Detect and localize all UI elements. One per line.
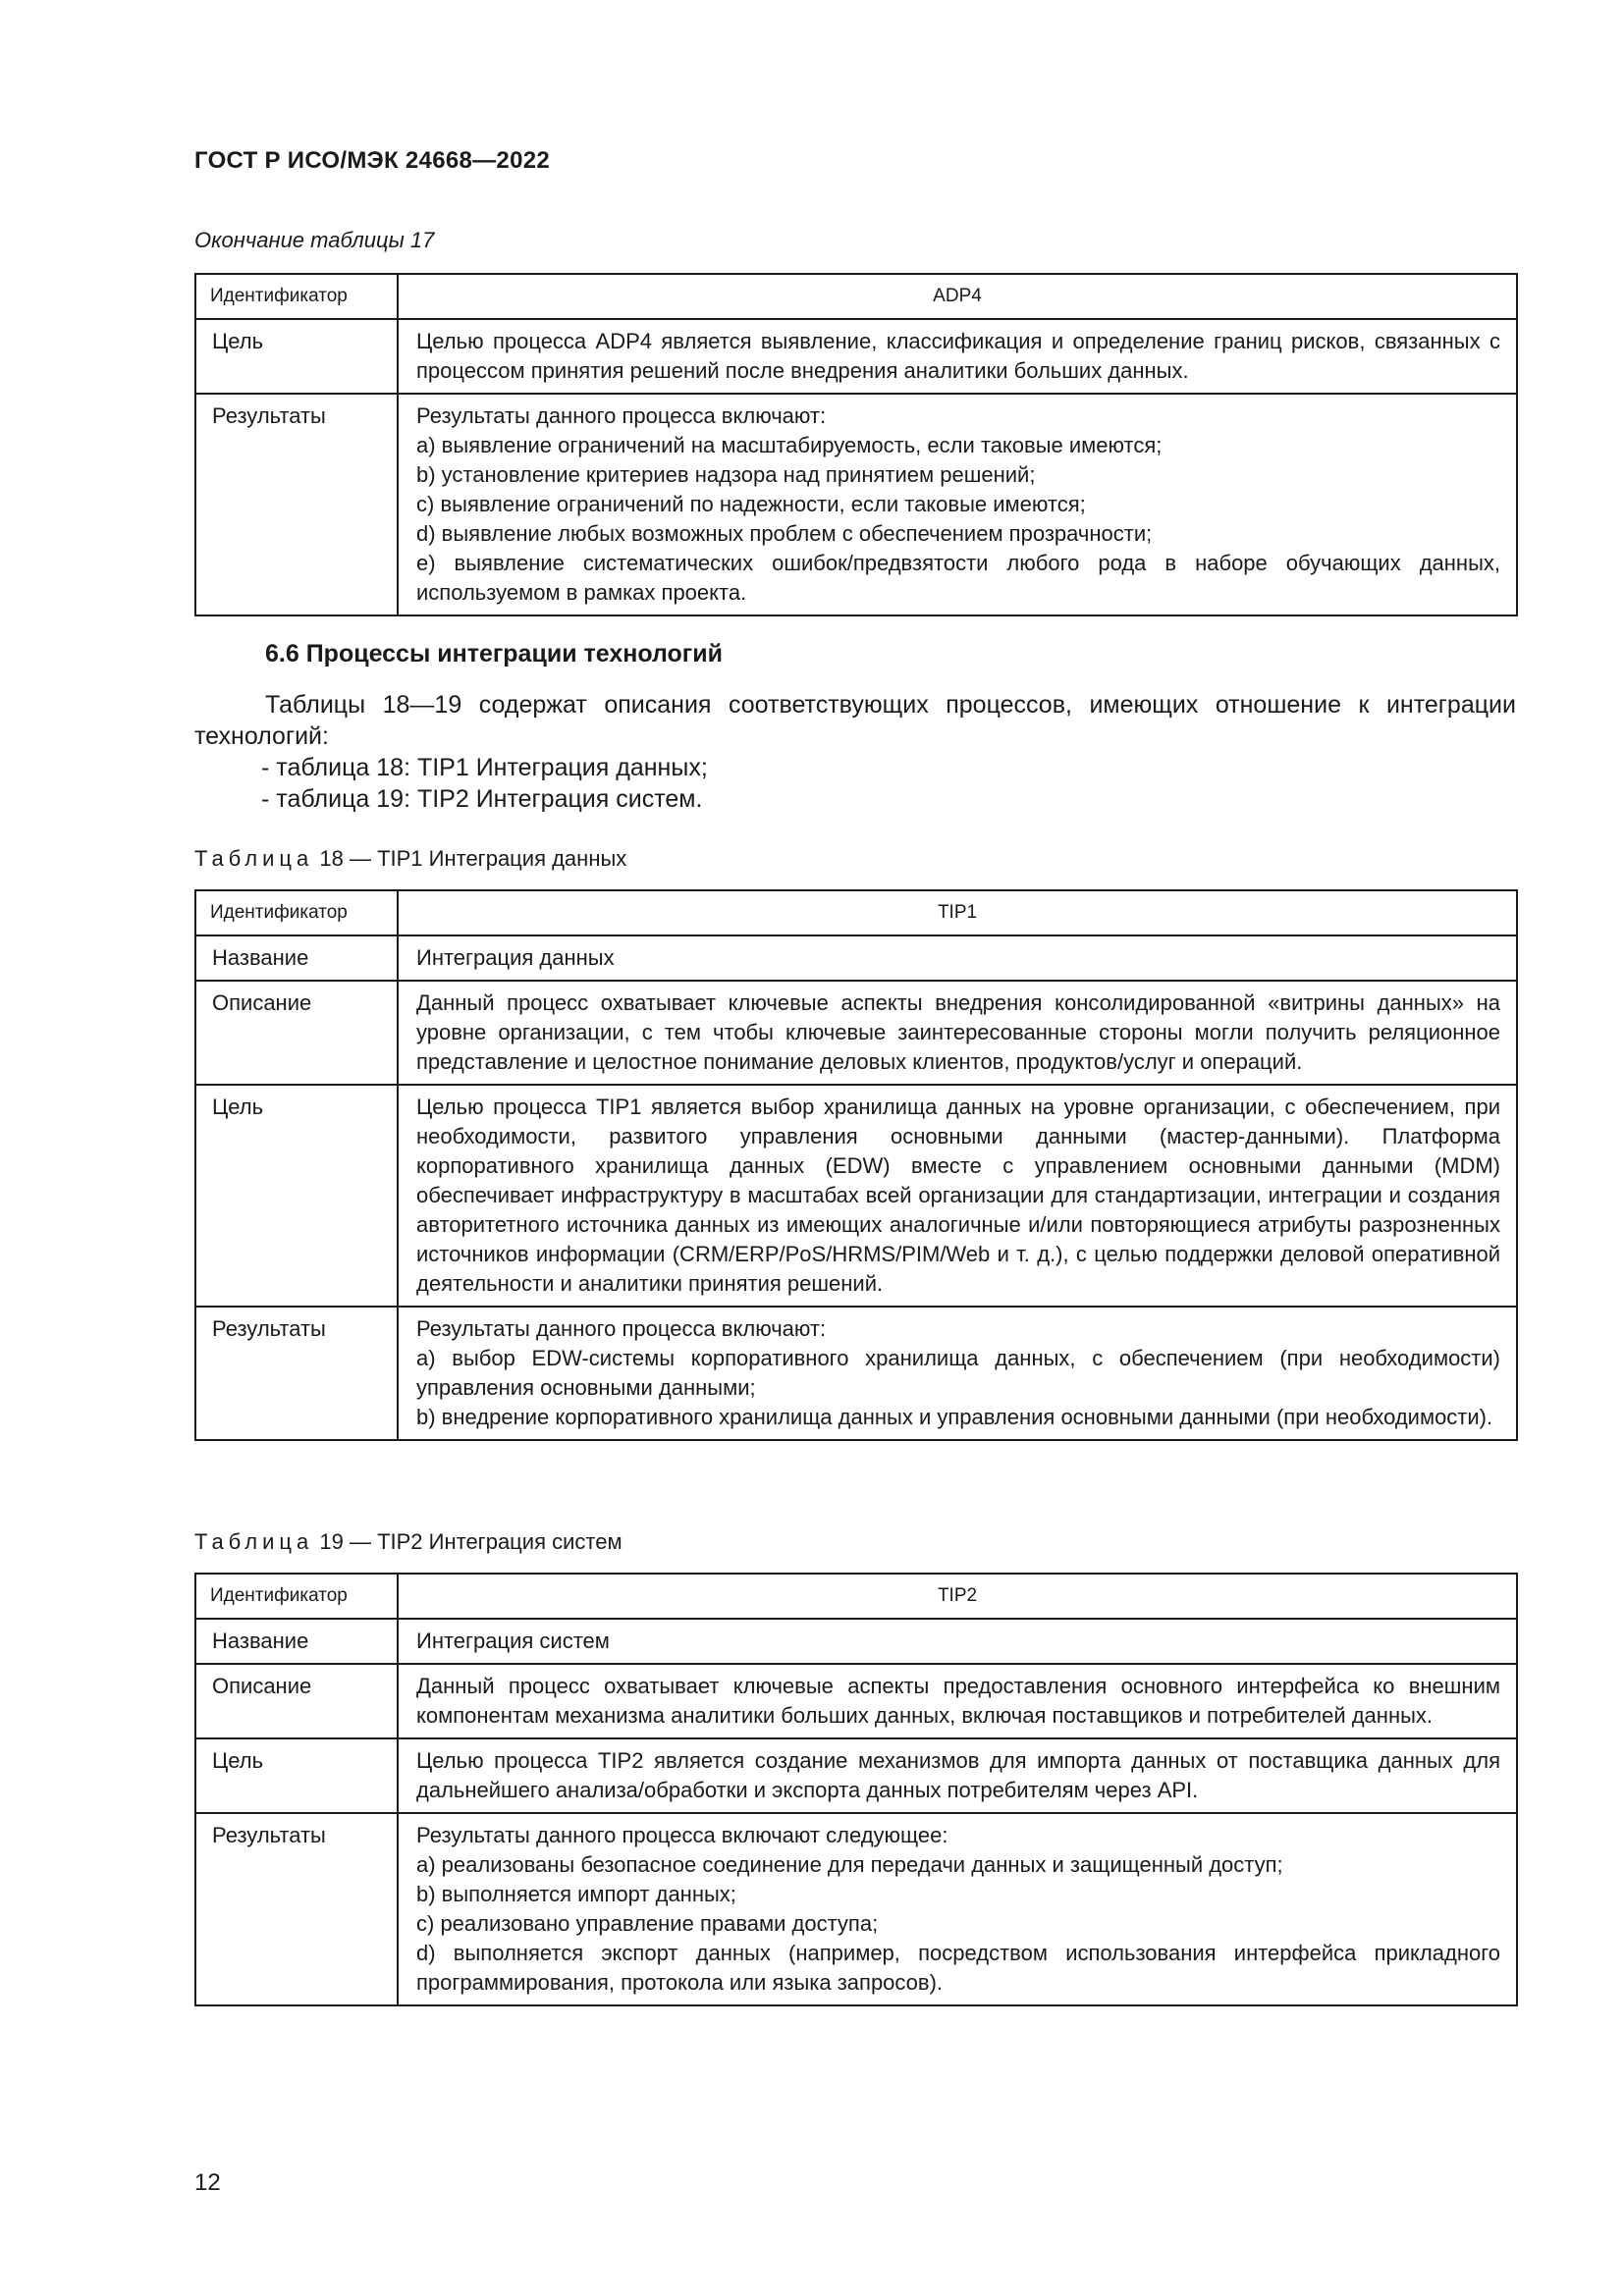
row-content [398, 1813, 1517, 2005]
table-18 [194, 889, 1518, 1441]
table-row [195, 1813, 1517, 2005]
identifier-label: Идентификатор [195, 890, 398, 935]
row-content [398, 1085, 1517, 1307]
section-intro-paragraph [194, 689, 1516, 752]
row-content [398, 1307, 1517, 1440]
content-line: Результаты данного процесса включают: [416, 403, 827, 428]
identifier-value: TIP2 [398, 1574, 1517, 1619]
content-line: Результаты данного процесса включают следующее: [416, 1823, 948, 1847]
content-line: Целью процесса ADP4 является выявление, классификация и определение границ рисков, связанных с процессом принятия решений после внедрения аналитики больших данных. [416, 329, 1500, 383]
caption-text: 19 — TIP2 Интеграция систем [319, 1529, 623, 1554]
table-18-header-row [195, 890, 1517, 935]
intro-text: Таблицы 18—19 содержат описания соответствующих процессов, имеющих отношение к интеграции технологий: [194, 691, 1516, 750]
row-content [398, 1738, 1517, 1813]
row-content [398, 1664, 1517, 1738]
page-number: 12 [194, 2169, 221, 2196]
content-line: Целью процесса TIP2 является создание механизмов для импорта данных от поставщика данных для дальнейшего анализа/обработки и экспорта данных потребителям через API. [416, 1748, 1500, 1802]
table-row [195, 1664, 1517, 1738]
row-content [398, 981, 1517, 1085]
list-item: - таблица 18: TIP1 Интеграция данных; [261, 754, 708, 781]
content-line: a) выбор EDW-системы корпоративного хранилища данных, с обеспечением (при необходимости) управления основными данными; [416, 1346, 1500, 1400]
table-17-continuation-caption: Окончание таблицы 17 [194, 228, 435, 252]
row-label: Цель [195, 1738, 398, 1813]
content-line: Интеграция данных [416, 945, 615, 970]
row-label: Описание [195, 981, 398, 1085]
table-row [195, 1738, 1517, 1813]
content-line: c) выявление ограничений по надежности, если таковые имеются; [416, 492, 1086, 516]
caption-word: Таблица [194, 1529, 314, 1554]
table-row [195, 1307, 1517, 1440]
row-content [398, 935, 1517, 981]
table-17 [194, 273, 1518, 616]
row-label: Цель [195, 1085, 398, 1307]
table-17-header-row [195, 274, 1517, 319]
table-19-header-row [195, 1574, 1517, 1619]
table-row [195, 319, 1517, 394]
table-row [195, 1619, 1517, 1664]
identifier-label: Идентификатор [195, 1574, 398, 1619]
content-line: b) установление критериев надзора над принятием решений; [416, 462, 1036, 487]
content-line: a) выявление ограничений на масштабируемость, если таковые имеются; [416, 433, 1163, 457]
table-row [195, 935, 1517, 981]
content-line: d) выполняется экспорт данных (например, посредством использования интерфейса прикладного программирования, протокола или языка запросов). [416, 1941, 1500, 1995]
content-line: Результаты данного процесса включают: [416, 1316, 827, 1341]
content-line: e) выявление систематических ошибок/предвзятости любого рода в наборе обучающих данных, используемом в рамках проекта. [416, 551, 1500, 605]
content-line: Данный процесс охватывает ключевые аспекты внедрения консолидированной «витрины данных» на уровне организации, с тем чтобы ключевые заинтересованные стороны могли получить реляционное представление и целостное понимание деловых клиентов, продуктов/услуг и операций. [416, 990, 1500, 1074]
table-19 [194, 1573, 1518, 2006]
row-label: Цель [195, 319, 398, 394]
content-line: c) реализовано управление правами доступа; [416, 1911, 879, 1936]
content-line: b) выполняется импорт данных; [416, 1882, 736, 1906]
row-label: Результаты [195, 1813, 398, 2005]
document-header: ГОСТ Р ИСО/МЭК 24668—2022 [194, 147, 551, 174]
table-19-caption [194, 1529, 623, 1555]
row-label: Результаты [195, 1307, 398, 1440]
content-line: d) выявление любых возможных проблем с обеспечением прозрачности; [416, 521, 1153, 546]
content-line: Целью процесса TIP1 является выбор хранилища данных на уровне организации, с обеспечением, при необходимости, развитого управления основными данными (мастер-данными). Платформа корпоративного хранилища данных (EDW) вместе с управлением основными данными (MDM) обеспечивает инфраструктуру в масштабах всей организации для стандартизации, интеграции и создания авторитетного источника данных из имеющих аналогичные и/или повторяющиеся атрибуты разрозненных источников информации (CRM/ERP/PoS/HRMS/PIM/Web и т. д.), с целью поддержки деловой оперативной деятельности и аналитики принятия решений. [416, 1095, 1500, 1296]
identifier-value: TIP1 [398, 890, 1517, 935]
row-label: Описание [195, 1664, 398, 1738]
content-line: b) внедрение корпоративного хранилища данных и управления основными данными (при необходимости). [416, 1405, 1493, 1429]
row-label: Название [195, 935, 398, 981]
row-content [398, 1619, 1517, 1664]
table-18-caption [194, 846, 626, 872]
caption-word: Таблица [194, 846, 314, 871]
section-title: 6.6 Процессы интеграции технологий [265, 640, 723, 667]
table-row [195, 394, 1517, 615]
identifier-value: ADP4 [398, 274, 1517, 319]
identifier-label: Идентификатор [195, 274, 398, 319]
table-row [195, 1085, 1517, 1307]
row-content [398, 394, 1517, 615]
row-content [398, 319, 1517, 394]
table-row [195, 981, 1517, 1085]
row-label: Название [195, 1619, 398, 1664]
content-line: Данный процесс охватывает ключевые аспекты предоставления основного интерфейса ко внешним компонентам механизма аналитики больших данных, включая поставщиков и потребителей данных. [416, 1674, 1500, 1728]
content-line: Интеграция систем [416, 1629, 610, 1653]
caption-text: 18 — TIP1 Интеграция данных [319, 846, 627, 871]
list-item: - таблица 19: TIP2 Интеграция систем. [261, 785, 703, 813]
content-line: a) реализованы безопасное соединение для передачи данных и защищенный доступ; [416, 1852, 1283, 1877]
row-label: Результаты [195, 394, 398, 615]
